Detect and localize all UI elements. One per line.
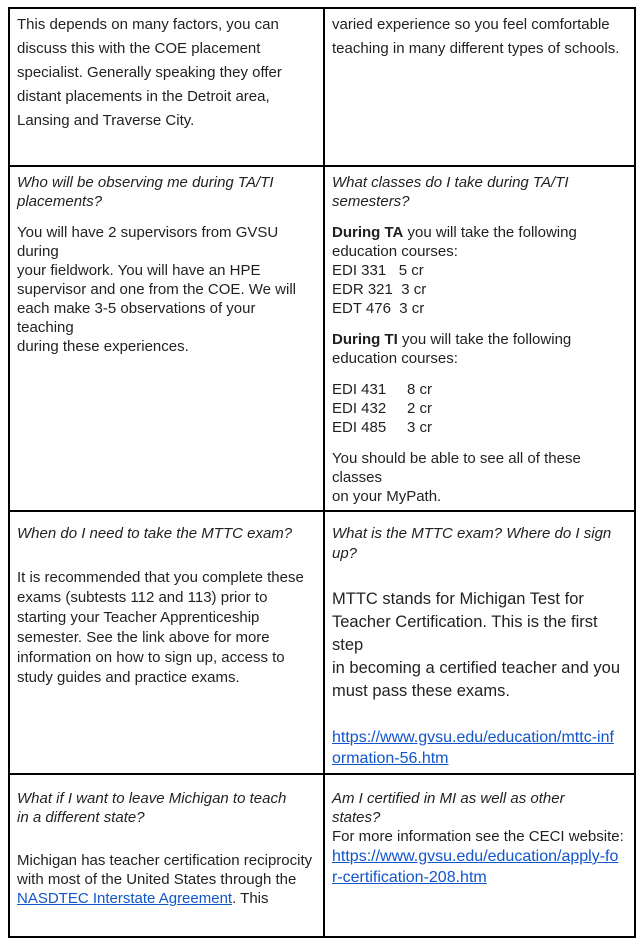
question-text: Am I certified in MI as well as other	[332, 790, 565, 807]
answer-text: Lansing and Traverse City.	[17, 112, 195, 129]
blank-space	[332, 368, 627, 380]
answer-text: must pass these exams.	[332, 682, 510, 700]
blank-space	[332, 564, 627, 588]
answer-text: teaching in many different types of schools.	[332, 40, 620, 57]
answer-paragraph	[17, 13, 316, 133]
table-row	[9, 8, 635, 166]
answer-text	[332, 727, 627, 748]
answer-paragraph	[332, 330, 627, 368]
faq-cell-row3-right	[324, 511, 635, 774]
blank-space	[17, 544, 316, 568]
faq-cell-row3-left	[9, 511, 324, 774]
answer-text: during these experiences.	[17, 338, 189, 355]
question-text: What classes do I take during TA/TI	[332, 174, 569, 191]
answer-text: EDI 431 8 cr	[332, 381, 433, 398]
question-text: Who will be observing me during TA/TI	[17, 174, 274, 191]
answer-text	[332, 846, 627, 867]
answer-text: It is recommended that you complete these	[17, 569, 304, 586]
faq-cell-row2-right	[324, 166, 635, 511]
answer-text: with most of the United States through the	[17, 871, 297, 888]
blank-space	[332, 437, 627, 449]
answer-paragraph	[332, 846, 627, 888]
question-paragraph	[17, 789, 316, 827]
answer-text: During TI you will take the following	[332, 331, 572, 348]
question-paragraph	[332, 173, 627, 211]
question-text: states?	[332, 809, 381, 826]
faq-cell-row1-left	[9, 8, 324, 166]
answer-paragraph	[332, 827, 627, 846]
question-text: What is the MTTC exam? Where do I sign	[332, 525, 612, 542]
answer-text: This depends on many factors, you can	[17, 16, 279, 33]
mttc-info-link[interactable]: https://www.gvsu.edu/education/mttc-inf	[332, 729, 614, 746]
answer-text: starting your Teacher Apprenticeship	[17, 609, 260, 626]
answer-paragraph	[332, 727, 627, 769]
faq-cell-row4-right	[324, 774, 635, 937]
apply-certification-link[interactable]: r-certification-208.htm	[332, 869, 487, 886]
answer-text: varied experience so you feel comfortable	[332, 16, 610, 33]
faq-cell-row2-left	[9, 166, 324, 511]
answer-paragraph	[332, 588, 627, 703]
question-paragraph	[17, 524, 316, 544]
answer-text: EDT 476 3 cr	[332, 300, 425, 317]
answer-text: exams (subtests 112 and 113) prior to	[17, 589, 268, 606]
answer-text	[332, 748, 627, 769]
answer-paragraph	[17, 568, 316, 688]
answer-text: distant placements in the Detroit area,	[17, 88, 270, 105]
bold-text: During TA	[332, 224, 404, 241]
answer-text: your fieldwork. You will have an HPE	[17, 262, 261, 279]
blank-space	[17, 211, 316, 223]
bold-text: During TI	[332, 331, 398, 348]
answer-paragraph	[17, 851, 316, 908]
answer-text: You should be able to see all of these classes	[332, 450, 585, 486]
answer-text: information on how to sign up, access to	[17, 649, 285, 666]
answer-text: MTTC stands for Michigan Test for	[332, 590, 584, 608]
answer-text: EDI 331 5 cr	[332, 262, 424, 279]
faq-cell-row1-right	[324, 8, 635, 166]
blank-space	[17, 827, 316, 851]
question-paragraph	[17, 173, 316, 211]
answer-text: education courses:	[332, 350, 458, 367]
answer-text: on your MyPath.	[332, 488, 442, 505]
answer-text	[332, 867, 627, 888]
answer-text: EDI 485 3 cr	[332, 419, 433, 436]
nasdtec-agreement-link[interactable]: NASDTEC Interstate Agreement	[17, 890, 233, 907]
answer-text: Teacher Certification. This is the first step	[332, 613, 603, 654]
answer-text: You will have 2 supervisors from GVSU during	[17, 224, 283, 260]
question-paragraph	[332, 789, 627, 827]
answer-text: EDR 321 3 cr	[332, 281, 427, 298]
answer-text: study guides and practice exams.	[17, 669, 240, 686]
mttc-info-link[interactable]: ormation-56.htm	[332, 750, 449, 767]
answer-paragraph	[332, 223, 627, 318]
table-row	[9, 511, 635, 774]
answer-text: each make 3-5 observations of your teaching	[17, 300, 260, 336]
faq-cell-row4-left	[9, 774, 324, 937]
question-text: in a different state?	[17, 809, 145, 826]
answer-text: specialist. Generally speaking they offer	[17, 64, 282, 81]
answer-text: education courses:	[332, 243, 458, 260]
question-text: semesters?	[332, 193, 410, 210]
answer-text: Michigan has teacher certification reciprocity	[17, 852, 313, 869]
answer-text: in becoming a certified teacher and you	[332, 659, 621, 677]
answer-text: discuss this with the COE placement	[17, 40, 261, 57]
blank-space	[332, 318, 627, 330]
question-text: When do I need to take the MTTC exam?	[17, 525, 293, 542]
table-row	[9, 774, 635, 937]
question-text: placements?	[17, 193, 103, 210]
faq-table	[8, 7, 636, 938]
apply-certification-link[interactable]: https://www.gvsu.edu/education/apply-fo	[332, 848, 619, 865]
answer-text: NASDTEC Interstate Agreement. This	[17, 890, 269, 907]
answer-paragraph	[332, 380, 627, 437]
blank-space	[332, 703, 627, 727]
answer-text: EDI 432 2 cr	[332, 400, 433, 417]
answer-text: For more information see the CECI website:	[332, 828, 624, 845]
answer-paragraph	[332, 449, 627, 506]
answer-text: semester. See the link above for more	[17, 629, 270, 646]
answer-paragraph	[17, 223, 316, 356]
question-paragraph	[332, 524, 627, 564]
question-text: What if I want to leave Michigan to teach	[17, 790, 287, 807]
answer-text: supervisor and one from the COE. We will	[17, 281, 297, 298]
table-row	[9, 166, 635, 511]
answer-paragraph	[332, 13, 627, 61]
blank-space	[332, 211, 627, 223]
answer-text: During TA you will take the following	[332, 224, 577, 241]
question-text: up?	[332, 545, 358, 562]
